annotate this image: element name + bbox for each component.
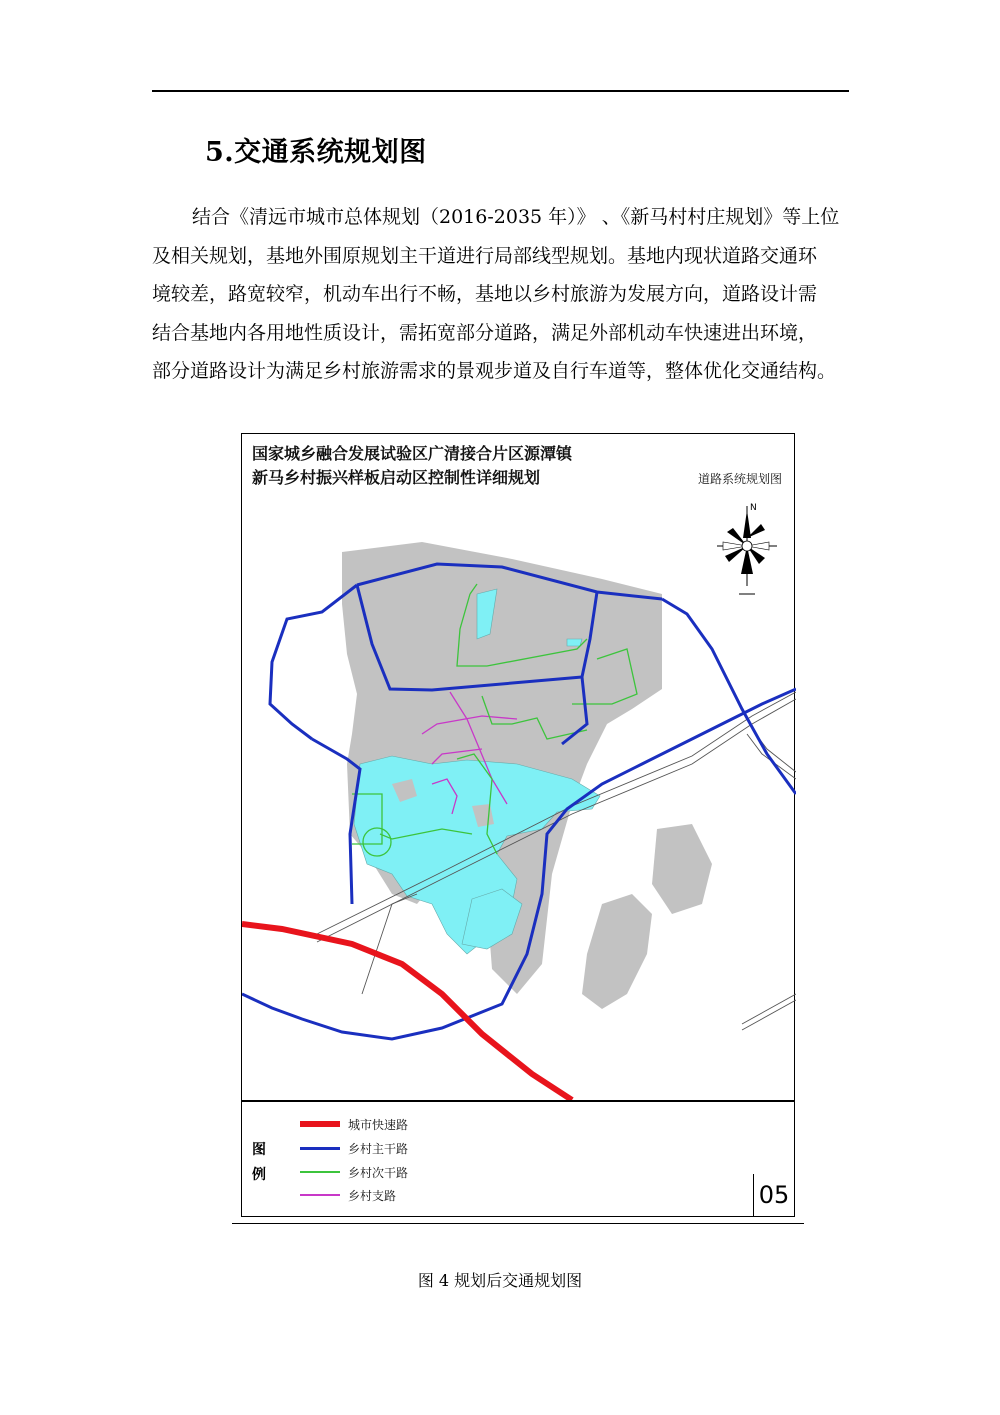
legend-swatch xyxy=(300,1171,340,1173)
map-title xyxy=(252,442,572,490)
figure-caption: 图 4 规划后交通规划图 xyxy=(417,1271,583,1290)
map-title-line: 新马乡村振兴样板启动区控制性详细规划 xyxy=(252,468,541,487)
legend-item-branch-road xyxy=(300,1185,396,1205)
map-subtitle: 道路系统规划图 xyxy=(697,472,782,486)
legend-text: 乡村主干路 xyxy=(348,1141,409,1156)
road-system-map xyxy=(241,433,795,1217)
paragraph-line: 部分道路设计为满足乡村旅游需求的景观步道及自行车道等，整体优化交通结构。 xyxy=(152,360,837,382)
body-paragraph xyxy=(152,198,852,391)
legend-divider xyxy=(242,1100,794,1102)
legend-swatch xyxy=(300,1121,340,1127)
north-arrow-icon xyxy=(717,506,777,594)
legend-item-main-road xyxy=(300,1138,408,1158)
north-label: N xyxy=(750,503,757,513)
legend-label: 图 xyxy=(252,1142,266,1158)
legend-item-expressway xyxy=(300,1114,408,1134)
map-page-number: 05 xyxy=(753,1174,794,1216)
legend-text: 乡村次干路 xyxy=(348,1165,409,1180)
paragraph-line: 结合《清远市城市总体规划（2016-2035 年）》 、《新马村村庄规划》等上位 xyxy=(192,206,840,228)
legend-text: 乡村支路 xyxy=(348,1188,397,1203)
legend-label: 例 xyxy=(252,1167,266,1183)
legend-item-secondary-road xyxy=(300,1162,408,1182)
legend-swatch xyxy=(300,1147,340,1150)
section-heading: 5.交通系统规划图 xyxy=(205,137,427,168)
legend-swatch xyxy=(300,1194,340,1196)
map-drawing xyxy=(242,434,796,1100)
map-title-line: 国家城乡融合发展试验区广清接合片区源潭镇 xyxy=(252,444,573,463)
header-rule xyxy=(152,90,849,92)
legend-text: 城市快速路 xyxy=(348,1117,409,1132)
paragraph-line: 境较差，路宽较窄，机动车出行不畅，基地以乡村旅游为发展方向，道路设计需 xyxy=(152,283,818,305)
paragraph-line: 结合基地内各用地性质设计，需拓宽部分道路，满足外部机动车快速进出环境， xyxy=(152,321,818,344)
figure-rule xyxy=(232,1223,804,1224)
paragraph-line: 及相关规划，基地外围原规划主干道进行局部线型规划。基地内现状道路交通环 xyxy=(152,244,818,267)
